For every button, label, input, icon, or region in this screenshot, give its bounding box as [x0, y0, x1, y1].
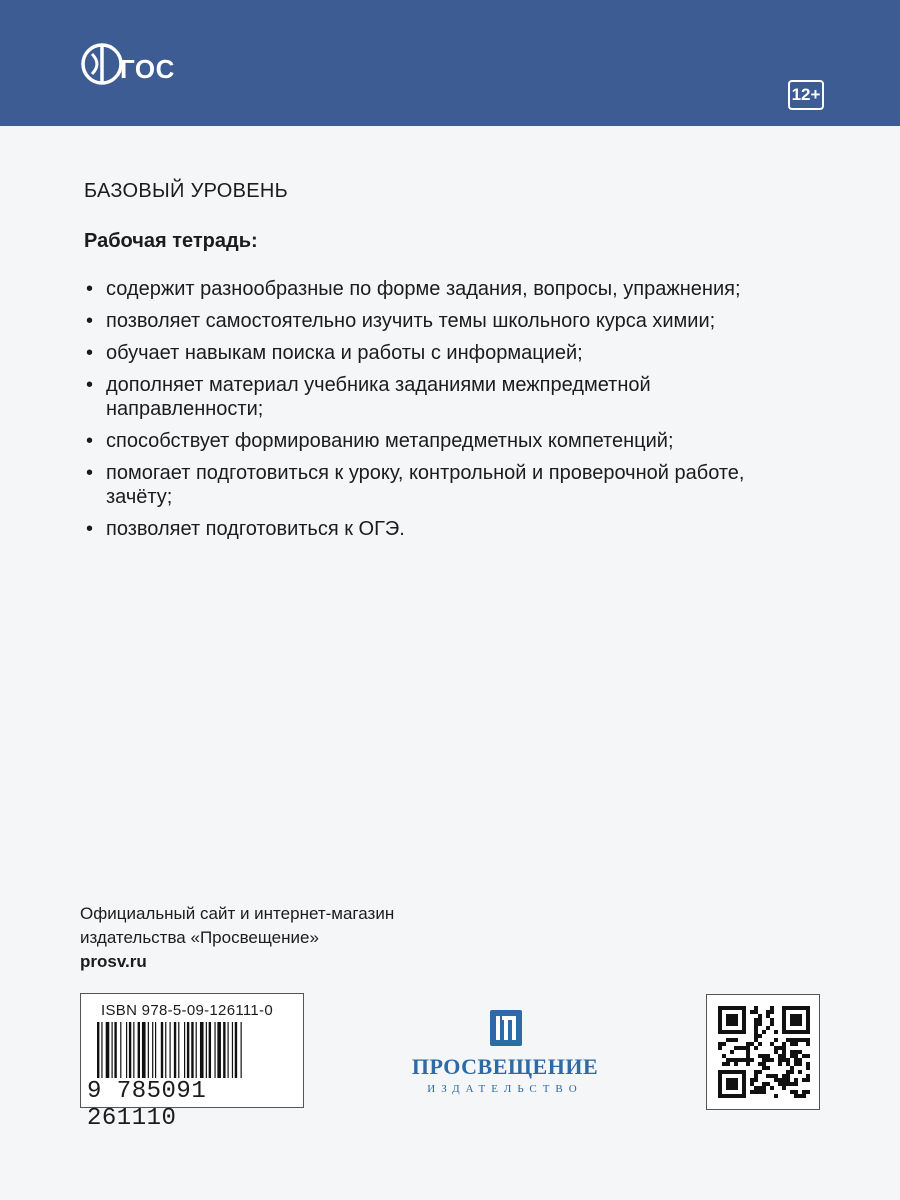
feature-list [84, 277, 804, 549]
feature-item [84, 341, 804, 365]
feature-item [84, 373, 804, 421]
bullet-icon: • [86, 374, 94, 396]
barcode-icon [95, 1022, 291, 1080]
feature-text: позволяет самостоятельно изучить темы школьного курса химии; [106, 310, 716, 332]
feature-text: обучает навыкам поиска и работы с информацией; [106, 342, 583, 364]
publisher-subtitle: ИЗДАТЕЛЬСТВО [427, 1083, 583, 1095]
barcode-digits: 9 785091 261110 [87, 1078, 207, 1132]
workbook-title: Рабочая тетрадь: [84, 230, 258, 252]
publisher-logo [405, 1010, 605, 1100]
fgos-logo [80, 38, 220, 98]
feature-text: дополняет материал учебника заданиями межпредметной направленности; [106, 374, 651, 420]
site-line-1: Официальный сайт и интернет-магазин [80, 904, 395, 923]
fgos-logo-text: ГОС [120, 54, 175, 84]
feature-item [84, 429, 804, 453]
feature-item [84, 277, 804, 301]
qr-code-icon [718, 1006, 810, 1098]
feature-item [84, 517, 804, 541]
bullet-icon: • [86, 430, 94, 452]
feature-text: способствует формированию метапредметных компетенций; [106, 430, 674, 452]
isbn-barcode [80, 993, 304, 1132]
feature-item [84, 309, 804, 333]
age-rating-badge: 12+ [788, 80, 824, 110]
bullet-icon: • [86, 462, 94, 484]
fgos-emblem-icon [80, 40, 124, 88]
site-url: prosv.ru [80, 952, 147, 971]
bullet-icon: • [86, 342, 94, 364]
qr-code [706, 994, 820, 1110]
publisher-emblem-icon [490, 1010, 522, 1046]
level-heading: БАЗОВЫЙ УРОВЕНЬ [84, 180, 289, 202]
publisher-name: ПРОСВЕЩЕНИЕ [411, 1054, 599, 1079]
publisher-site-info [80, 902, 394, 974]
bullet-icon: • [86, 518, 94, 540]
feature-text: позволяет подготовиться к ОГЭ. [106, 518, 405, 540]
bullet-icon: • [86, 278, 94, 300]
bullet-icon: • [86, 310, 94, 332]
site-line-2: издательства «Просвещение» [80, 928, 319, 947]
feature-item [84, 461, 804, 509]
isbn-label: ISBN 978-5-09-126111-0 [101, 1002, 273, 1019]
feature-text: помогает подготовиться к уроку, контрольной и проверочной работе, зачёту; [106, 462, 745, 508]
feature-text: содержит разнообразные по форме задания, вопросы, упражнения; [106, 278, 741, 300]
